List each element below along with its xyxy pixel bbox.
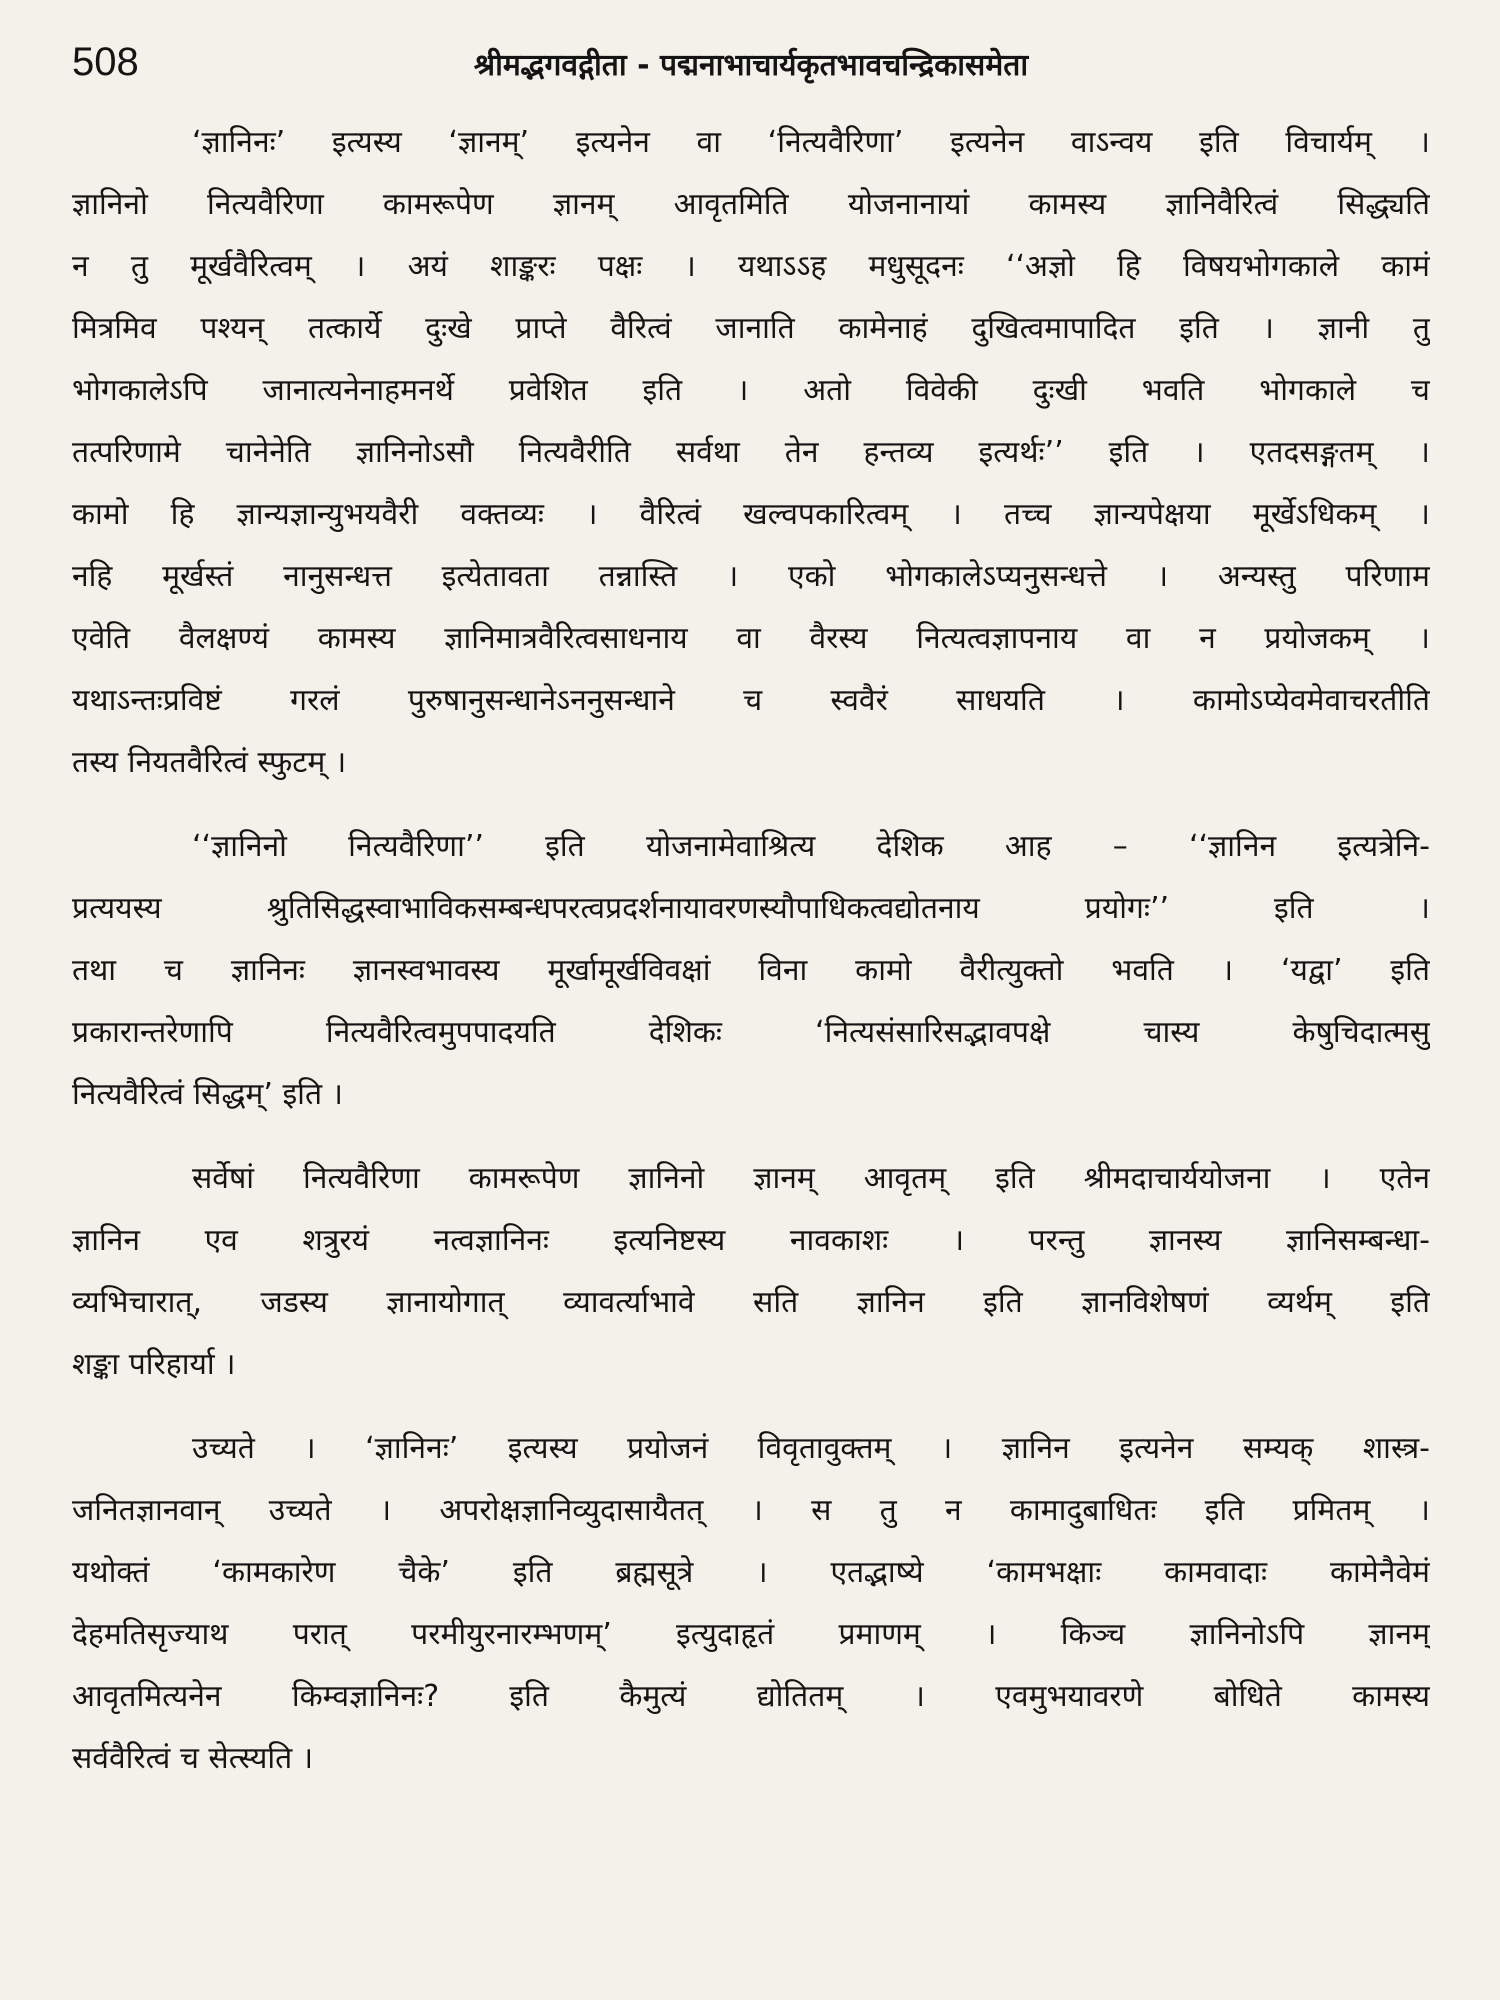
text-line: प्रत्ययस्य श्रुतिसिद्धस्वाभाविकसम्बन्धपरत्वप्रदर्शनायावरणस्यौपाधिकत्वद्योतनाय प्रयोगः’’ इति । (72, 891, 1430, 926)
paragraph-3 (72, 1148, 1430, 1396)
page-header (72, 40, 1430, 112)
text-line: व्यभिचारात्, जडस्य ज्ञानायोगात् व्यावर्त्याभावे सति ज्ञानिन इति ज्ञानविशेषणं व्यर्थम् इति (72, 1285, 1430, 1320)
text-line: ‘ज्ञानिनः’ इत्यस्य ‘ज्ञानम्’ इत्यनेन वा ‘नित्यवैरिणा’ इत्यनेन वाऽन्वय इति विचार्यम् । (192, 125, 1430, 160)
text-line: देहमतिसृज्याथ परात् परमीयुरनारम्भणम्’ इत्युदाहृतं प्रमाणम् । किञ्च ज्ञानिनोऽपि ज्ञानम् (72, 1617, 1430, 1652)
paragraph-2 (72, 816, 1430, 1126)
text-line: तथा च ज्ञानिनः ज्ञानस्वभावस्य मूर्खामूर्खविवक्षां विना कामो वैरीत्युक्तो भवति । ‘यद्वा’ इति (72, 953, 1430, 988)
text-line: तत्परिणामे चानेनेति ज्ञानिनोऽसौ नित्यवैरीति सर्वथा तेन हन्तव्य इत्यर्थः’’ इति । एतदसङ्गतम् । (72, 435, 1430, 470)
text-line: ज्ञानिनो नित्यवैरिणा कामरूपेण ज्ञानम् आवृतमिति योजनानायां कामस्य ज्ञानिवैरित्वं सिद्ध्यति (72, 187, 1430, 222)
text-line: कामो हि ज्ञान्यज्ञान्युभयवैरी वक्तव्यः । वैरित्वं खल्वपकारित्वम् । तच्च ज्ञान्यपेक्षया मूर्खेऽधिकम् । (72, 497, 1430, 532)
running-title: श्रीमद्भगवद्गीता - पद्मनाभाचार्यकृतभावचन्द्रिकासमेता (473, 48, 1029, 83)
text-line: तस्य नियतवैरित्वं स्फुटम् । (72, 745, 347, 780)
text-line: नित्यवैरित्वं सिद्धम्’ इति । (72, 1077, 343, 1112)
text-line: नहि मूर्खस्तं नानुसन्धत्त इत्येतावता तन्नास्ति । एको भोगकालेऽप्यनुसन्धत्ते । अन्यस्तु परिणाम (72, 559, 1430, 594)
text-line: शङ्का परिहार्या । (72, 1347, 236, 1382)
text-line: यथोक्तं ‘कामकारेण चैके’ इति ब्रह्मसूत्रे । एतद्भाष्ये ‘कामभक्षाः कामवादाः कामेनैवेमं (72, 1555, 1430, 1590)
text-line: ज्ञानिन एव शत्रुरयं नत्वज्ञानिनः इत्यनिष्टस्य नावकाशः । परन्तु ज्ञानस्य ज्ञानिसम्बन्धा- (72, 1223, 1430, 1258)
text-line: जनितज्ञानवान् उच्यते । अपरोक्षज्ञानिव्युदासायैतत् । स तु न कामादुबाधितः इति प्रमितम् । (72, 1493, 1430, 1528)
text-line: न तु मूर्खवैरित्वम् । अयं शाङ्करः पक्षः । यथाऽऽह मधुसूदनः ‘‘अज्ञो हि विषयभोगकाले कामं (72, 249, 1430, 284)
text-line: मित्रमिव पश्यन् तत्कार्ये दुःखे प्राप्ते वैरित्वं जानाति कामेनाहं दुखित्वमापादित इति । ज्ञानी तु (72, 311, 1430, 346)
text-line: सर्ववैरित्वं च सेत्स्यति । (72, 1741, 314, 1776)
page-number: 508 (72, 40, 139, 84)
text-line: यथाऽन्तःप्रविष्टं गरलं पुरुषानुसन्धानेऽननुसन्धाने च स्ववैरं साधयति । कामोऽप्येवमेवाचरतीति (72, 683, 1430, 718)
text-line: भोगकालेऽपि जानात्यनेनाहमनर्थे प्रवेशित इति । अतो विवेकी दुःखी भवति भोगकाले च (72, 373, 1430, 408)
paragraph-1 (72, 112, 1430, 794)
paragraph-4 (72, 1418, 1430, 1790)
text-line: ‘‘ज्ञानिनो नित्यवैरिणा’’ इति योजनामेवाश्रित्य देशिक आह – ‘‘ज्ञानिन इत्यत्रेनि- (192, 829, 1430, 864)
text-line: उच्यते । ‘ज्ञानिनः’ इत्यस्य प्रयोजनं विवृतावुक्तम् । ज्ञानिन इत्यनेन सम्यक् शास्त्र- (192, 1431, 1430, 1466)
text-line: सर्वेषां नित्यवैरिणा कामरूपेण ज्ञानिनो ज्ञानम् आवृतम् इति श्रीमदाचार्ययोजना । एतेन (192, 1161, 1430, 1196)
text-line: आवृतमित्यनेन किम्वज्ञानिनः? इति कैमुत्यं द्योतितम् । एवमुभयावरणे बोधिते कामस्य (72, 1679, 1430, 1714)
text-line: एवेति वैलक्षण्यं कामस्य ज्ञानिमात्रवैरित्वसाधनाय वा वैरस्य नित्यत्वज्ञापनाय वा न प्रयोजकम् । (72, 621, 1430, 656)
text-line: प्रकारान्तरेणापि नित्यवैरित्वमुपपादयति देशिकः ‘नित्यसंसारिसद्भावपक्षे चास्य केषुचिदात्मसु (72, 1015, 1430, 1050)
